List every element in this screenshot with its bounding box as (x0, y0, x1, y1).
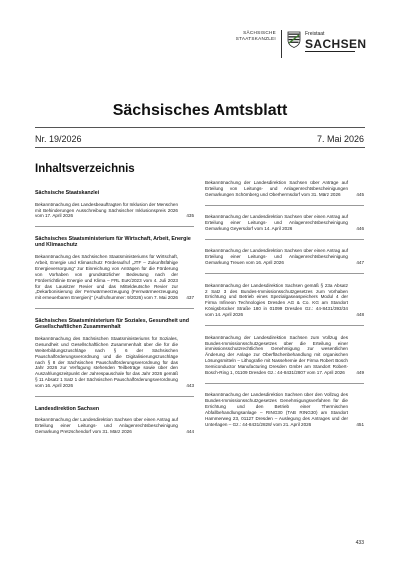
entry-separator (205, 273, 364, 274)
toc-entry-text: Bekanntmachung des Sächsischen Staatsministeriums für Wirtschaft, Arbeit, Energie und Klimaschutz Förderaufruf „JTF – Zukunftsfähige Energieversorgung“ zur Einreichung von Anträgen für die Förderung von Vorhaben von grundsätzlicher Bedeutung nach der Förderrichtlinie Energie und Klima – FRL EuK/2023 vom 4. Juli 2023 für das Lausitzer Revier und das Mitteldeutsche Revier zur „Dekarbonisierung der Fernwärmeerzeugung (Fernwärmeerzeugung mit erneuerbaren Energien)“ (Aufrufnummer: 9/2026) vom 7. Mai 2026 (35, 254, 178, 301)
title-rule (35, 127, 365, 128)
toc-entry-text: Bekanntmachung des Landesbeauftragten für Inklusion der Menschen mit Behinderungen Ausschreibung Sächsischer Inklusionspreis 2026 vom 17. April 2026 (35, 201, 179, 219)
toc-entry-text: Bekanntmachung des Sächsischen Staatsministeriums für Soziales, Gesundheit und Gesellschaftlichen Zusammenhalt über die für die Weiterbildungszuschläge nach § 6 der Sächsischen Pauschalförderungsverordnung und die Digitalisierungszuschläge nach § 8 der Sächsischen Pauschalförderungsverordnung für das Jahr 2026 zur Verfügung stehenden Teilbeträge sowie über den Auszahlungszeitpunkt der Jahrespauschale für das Jahr 2026 gemäß § 11 Absatz 1 Satz 1 der Sächsischen Pauschalförderungsverordnung vom 16. April 2026 (35, 335, 178, 389)
toc-entry-page: 449 (356, 370, 364, 376)
page-number: 433 (355, 540, 364, 546)
toc-entry[interactable] (205, 214, 364, 232)
toc-entry-page: 437 (186, 295, 194, 301)
toc-entry-text: Bekanntmachung der Landesdirektion Sachsen über einen Antrag auf Erteilung einer Leitungs- und Anlagenrechtsbescheinigung Gemarkung Treuen vom 16. April 2026 (205, 248, 348, 266)
toc-entry[interactable] (205, 180, 364, 198)
toc-entry[interactable] (35, 336, 194, 389)
toc-entry-page: 443 (186, 383, 194, 389)
staatskanzlei-logo (212, 30, 276, 41)
toc-left-column (35, 190, 194, 442)
coat-of-arms-icon (287, 31, 301, 48)
toc-entry-page: 447 (356, 260, 364, 266)
entry-separator (205, 325, 364, 326)
toc-entry[interactable] (35, 254, 194, 301)
section-separator (35, 308, 194, 309)
toc-entry-page: 445 (356, 191, 364, 197)
entry-separator (205, 383, 364, 384)
toc-entry[interactable] (35, 417, 194, 435)
state-name: SACHSEN (305, 37, 367, 51)
toc-entry-text: Bekanntmachung der Landesdirektion Sachsen über Anträge auf Erteilung von Leitungs- und Anlagenrechtsbescheinigungen Gemarkungen Schömberg und Oberhermsdorf vom 31. März 2026 (205, 180, 348, 197)
logo-line-2: STAATSKANZLEI (235, 35, 276, 41)
section-heading: Sächsisches Staatsministerium für Soziales, Gesundheit und Gesellschaftlichen Zusammenhalt (35, 317, 189, 331)
section-separator (35, 226, 194, 227)
section-heading: Sächsische Staatskanzlei (35, 190, 100, 196)
entry-separator (205, 239, 364, 240)
entry-separator (205, 205, 364, 206)
toc-title: Inhaltsverzeichnis (35, 163, 135, 175)
issue-number: Nr. 19/2026 (35, 134, 82, 144)
issue-rule (35, 147, 365, 148)
toc-entry[interactable] (205, 335, 364, 376)
toc-entry-text: Bekanntmachung der Landesdirektion Sachsen über einen Antrag auf Erteilung einer Leitungs- und Anlagenrechtsbescheinigung Gemarkung Geyersdorf vom 14. April 2026 (205, 214, 348, 232)
toc-entry-page: 451 (356, 421, 364, 427)
logo-divider (281, 30, 282, 58)
sachsen-logo (287, 28, 367, 60)
toc-entry-page: 448 (356, 312, 364, 318)
section-heading: Sächsisches Staatsministerium für Wirtschaft, Arbeit, Energie und Klimaschutz (35, 235, 191, 249)
toc-entry[interactable] (205, 283, 364, 318)
toc-entry[interactable] (205, 248, 364, 266)
issue-date: 7. Mai 2026 (316, 134, 364, 144)
toc-right-column (205, 180, 364, 435)
section-separator (35, 396, 194, 397)
section-heading: Landesdirektion Sachsen (35, 405, 100, 412)
toc-entry-page: 446 (356, 226, 364, 232)
toc-entry-page: 444 (186, 429, 194, 434)
state-small-label: Freistaat (305, 31, 325, 37)
page-title: Sächsisches Amtsblatt (112, 102, 288, 119)
toc-entry[interactable] (205, 392, 364, 427)
toc-entry-text: Bekanntmachung der Landesdirektion Sachsen gemäß § 23a Absatz 2 Satz 3 des Bundes-Immissionsschutzgesetzes zum Vorhaben Errichtung und Betrieb eines Spezialgaseaspeichers Modul 4 der Firma Infineon Technologies Dresden AG & Co. KG am Standort Königsbrücker Straße 180 in 01099 Dresden Gz.: 44-8431/393/34 vom 14. April 2026 (205, 282, 348, 318)
toc-entry-page: 435 (186, 213, 194, 219)
logo-line-1: SÄCHSISCHE (243, 30, 276, 35)
state-name-underline (305, 51, 355, 52)
toc-entry-text: Bekanntmachung der Landesdirektion Sachsen über den Vollzug des Bundes-Immissionsschutzgesetzes Genehmigungsverfahren für die Errichtung und den Betrieb einer Thermischen Abfallbehandlungsanlage – RING30 (TAB RING30) am Standort Hammerweg 23, 01127 Dresden – Auslegung des Antrages und der Unterlagen – Gz.: 44-8431/2828/ vom 21. April 2026 (205, 392, 348, 427)
toc-entry[interactable] (35, 202, 194, 220)
toc-entry-text: Bekanntmachung der Landesdirektion Sachsen zum Vollzug des Bundes-Immissionsschutzgesetzes über die Erteilung einer immissionsschutzrechtlichen Genehmigung zur wesentlichen Änderung der Anlage zur Oberflächenbehandlung mit organischen Lösungsmitteln – Lithografie mit Nassehemie der Firma Robert Bosch Semiconductor Manufacturing Dresden GmbH am Standort Robert-Bosch-Ring 1, 01109 Dresden Gz.: 44-8431/2807 vom 17. April 2026 (205, 334, 348, 376)
toc-entry-text: Bekanntmachung der Landesdirektion Sachsen über einen Antrag auf Erteilung einer Leitungs- und Anlagenrechtsbescheinigung Gemarkung Pretzschendorf vom 31. März 2026 (35, 417, 178, 434)
